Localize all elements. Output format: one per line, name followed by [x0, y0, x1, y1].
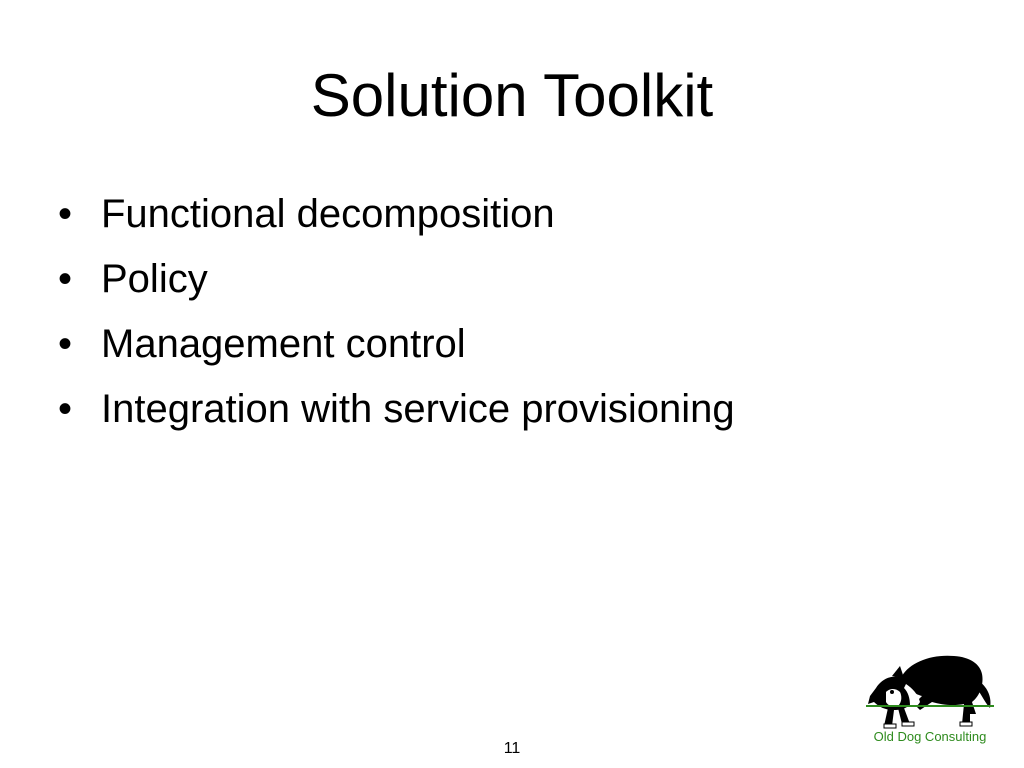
bullet-text: Management control: [101, 322, 466, 366]
bullet-marker: •: [58, 322, 73, 366]
bullet-marker: •: [58, 257, 73, 301]
page-number: 11: [503, 740, 521, 757]
bullet-text: Integration with service provisioning: [101, 387, 735, 431]
bullet-text: Functional decomposition: [101, 192, 555, 236]
list-item: [58, 381, 735, 446]
bullet-marker: •: [58, 387, 73, 431]
bullet-marker: •: [58, 192, 73, 236]
list-item: [58, 186, 735, 251]
slide-title: Solution Toolkit: [310, 62, 714, 129]
list-item: [58, 316, 735, 381]
bullet-text: Policy: [101, 257, 208, 301]
logo-caption: Old Dog Consulting: [873, 729, 987, 744]
list-item: [58, 251, 735, 316]
bullet-list: [58, 186, 735, 446]
